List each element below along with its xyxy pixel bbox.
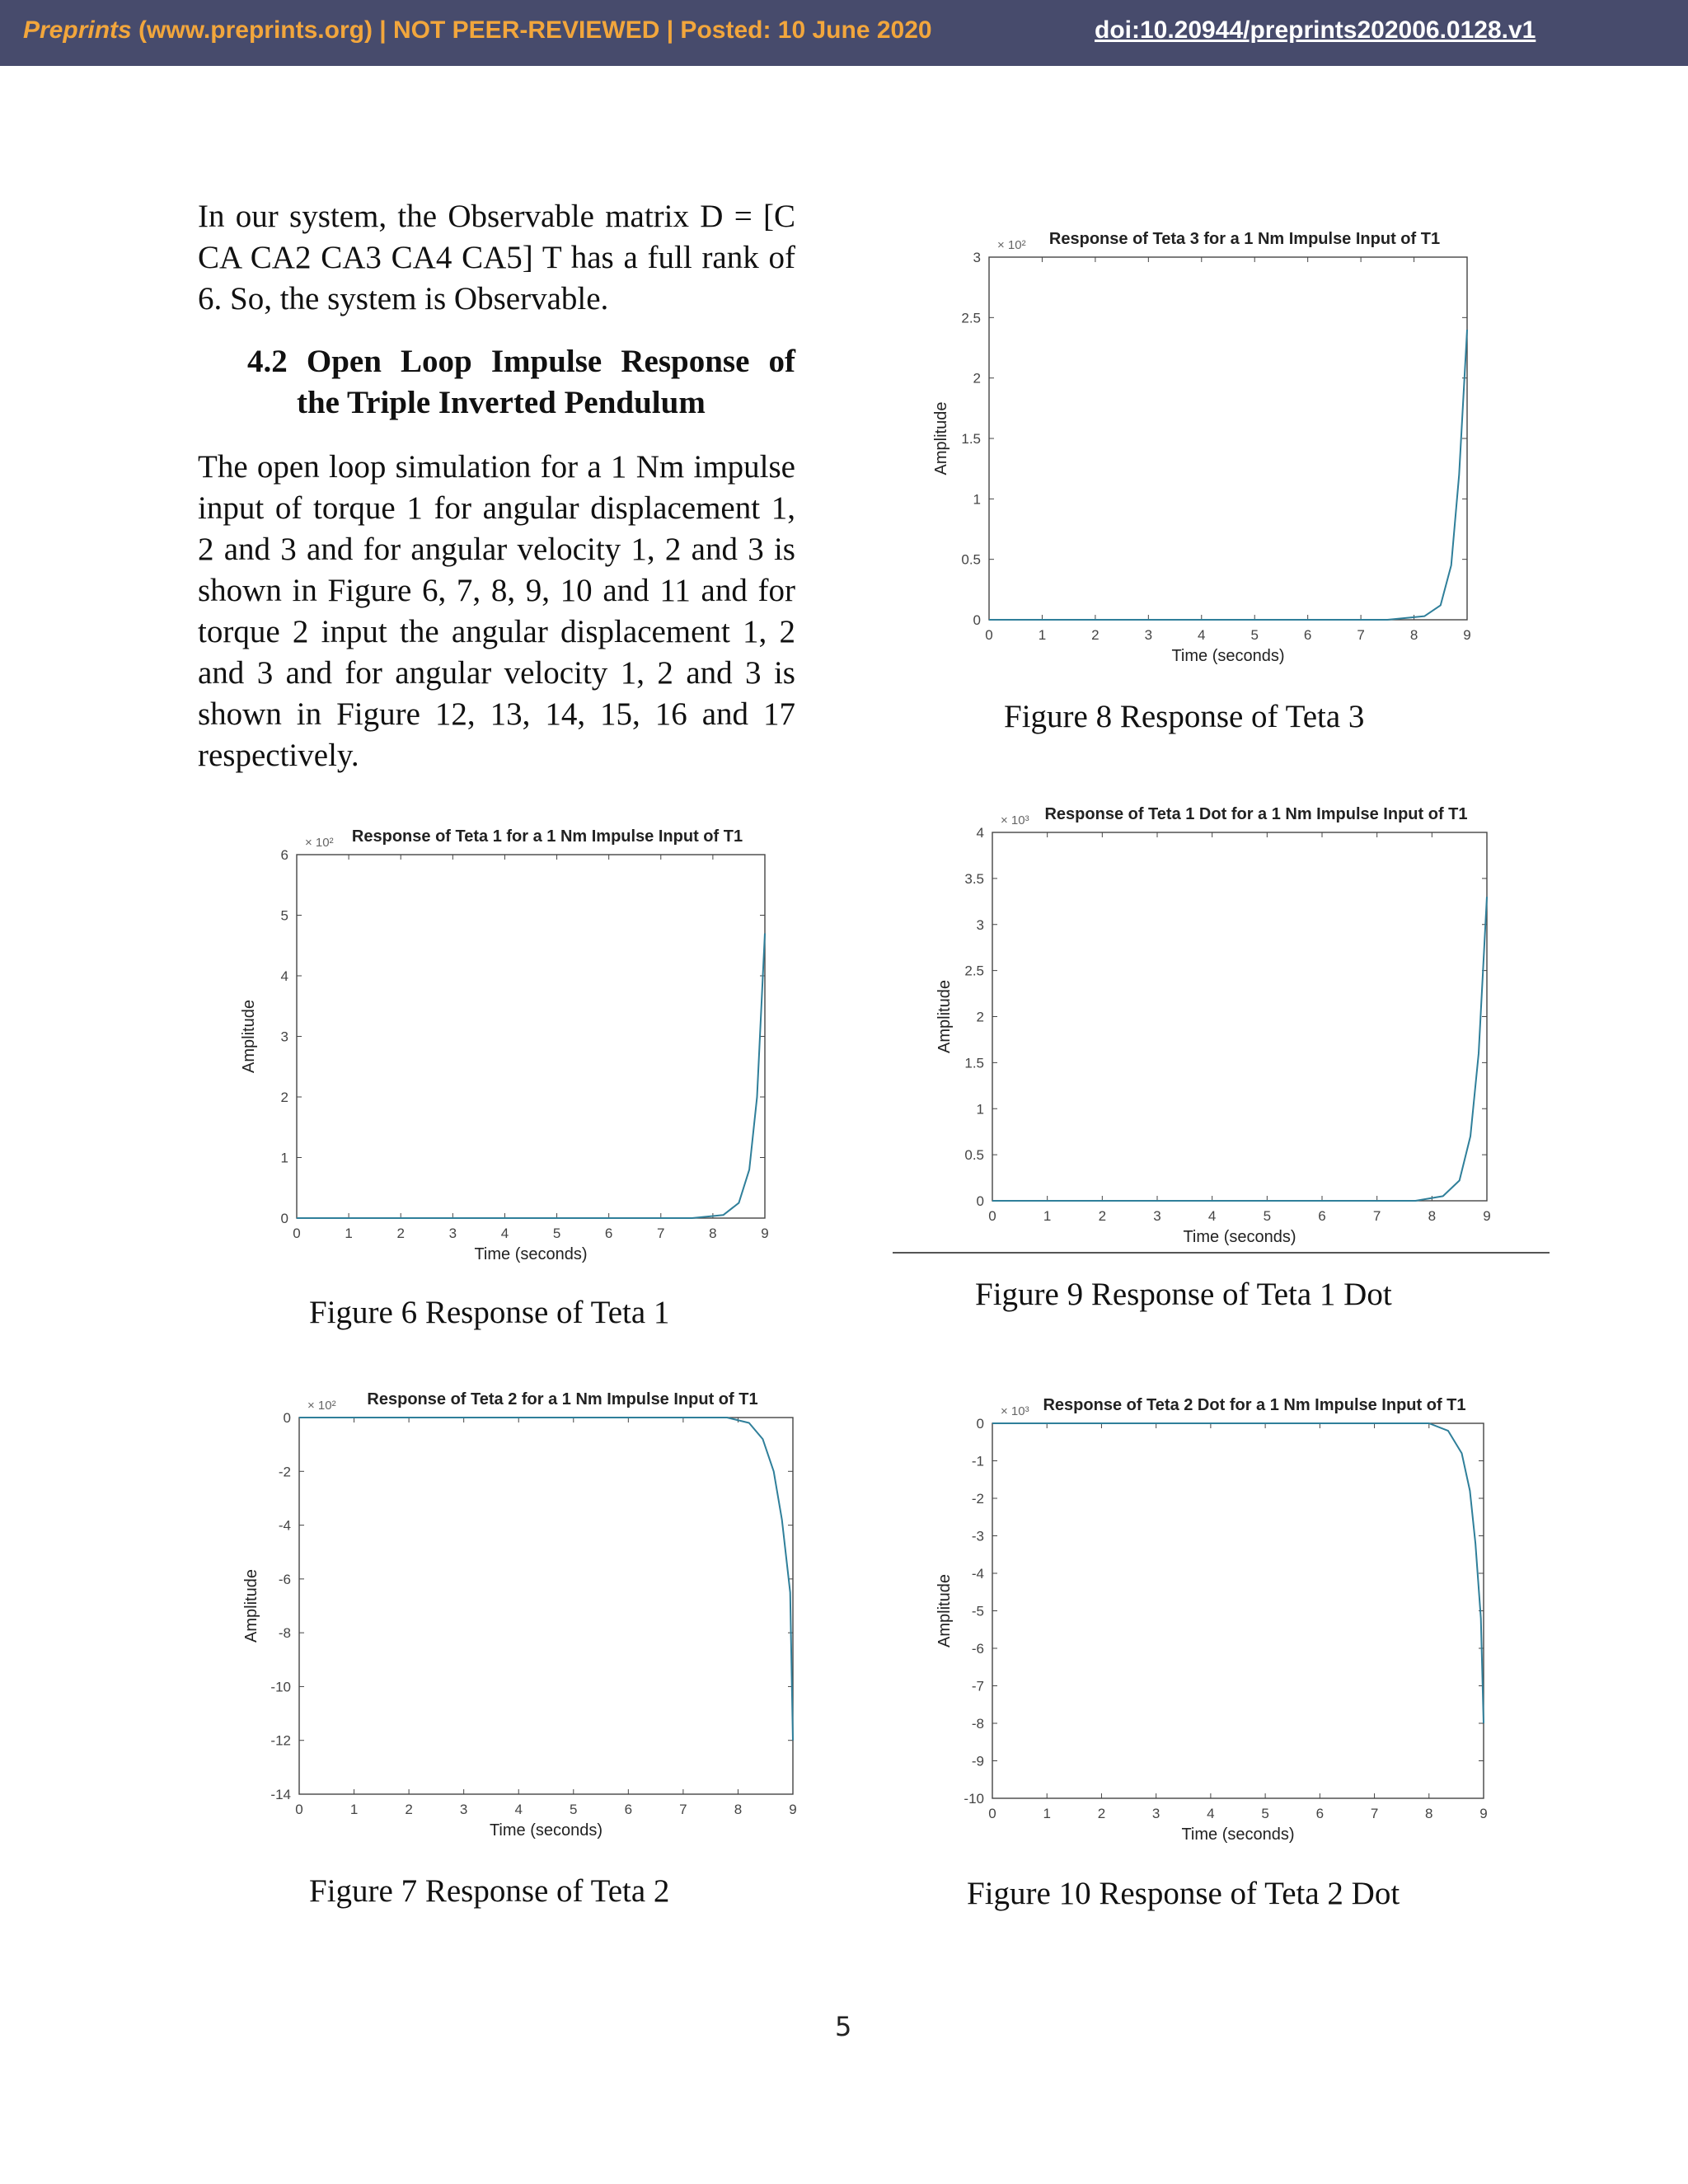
y-tick-label: 2.5 — [961, 310, 981, 326]
x-tick-label: 5 — [570, 1802, 578, 1817]
x-tick-label: 3 — [1153, 1208, 1161, 1224]
y-tick-label: 0 — [976, 1193, 984, 1209]
section-heading — [247, 341, 795, 424]
y-tick-label: 1.5 — [961, 431, 981, 447]
x-tick-label: 0 — [988, 1806, 996, 1821]
x-tick-label: 6 — [624, 1802, 633, 1817]
y-axis-label: Amplitude — [935, 980, 954, 1053]
doi-link[interactable]: doi:10.20944/preprints202006.0128.v1 — [1095, 16, 1536, 44]
x-axis-label: Time (seconds) — [1181, 1825, 1295, 1844]
horizontal-rule — [893, 1252, 1550, 1254]
y-tick-label: -9 — [971, 1753, 984, 1769]
plot-frame — [989, 257, 1467, 620]
x-tick-label: 6 — [1303, 627, 1312, 643]
y-tick-label: -3 — [971, 1528, 984, 1544]
page-number: 5 — [835, 2011, 852, 2042]
y-axis-label: Amplitude — [240, 1000, 258, 1073]
axis-exponent: × 10² — [305, 836, 334, 850]
x-tick-label: 2 — [396, 1226, 405, 1241]
x-axis-label: Time (seconds) — [1183, 1228, 1296, 1246]
x-tick-label: 7 — [1372, 1208, 1381, 1224]
plot-frame — [992, 832, 1487, 1201]
chart-title: Response of Teta 2 for a 1 Nm Impulse Input of T1 — [367, 1390, 758, 1408]
y-tick-label: 0 — [283, 1410, 291, 1426]
x-tick-label: 6 — [1318, 1208, 1326, 1224]
paragraph-observability: In our system, the Observable matrix D = [C CA CA2 CA3 CA4 CA5] T has a full rank of 6. So, the system is Observable. — [198, 199, 795, 316]
x-tick-label: 3 — [448, 1226, 457, 1241]
section-heading-line2: the Triple Inverted Pendulum — [297, 385, 706, 420]
chart-teta2 — [239, 1385, 808, 1846]
figure-8-caption: Figure 8 Response of Teta 3 — [1004, 699, 1365, 734]
y-tick-label: -6 — [971, 1641, 984, 1657]
y-tick-label: -12 — [270, 1732, 291, 1749]
x-tick-label: 9 — [1479, 1806, 1488, 1821]
y-tick-label: -2 — [971, 1491, 984, 1507]
x-axis-label: Time (seconds) — [489, 1821, 603, 1840]
y-tick-label: 1 — [973, 491, 981, 508]
figure-9-caption: Figure 9 Response of Teta 1 Dot — [975, 1277, 1392, 1312]
x-tick-label: 5 — [552, 1226, 561, 1241]
x-tick-label: 2 — [1098, 1208, 1107, 1224]
banner-brand: Preprints — [23, 16, 132, 44]
y-axis-label: Amplitude — [932, 401, 950, 476]
y-tick-label: -8 — [971, 1716, 984, 1732]
x-tick-label: 9 — [789, 1802, 797, 1817]
y-tick-label: 4 — [976, 825, 984, 841]
chart-title: Response of Teta 2 Dot for a 1 Nm Impulse Input of T1 — [1043, 1396, 1466, 1414]
y-tick-label: 4 — [280, 968, 288, 984]
figure-7-caption: Figure 7 Response of Teta 2 — [309, 1873, 670, 1909]
x-tick-label: 8 — [1428, 1208, 1437, 1224]
x-tick-label: 1 — [349, 1802, 359, 1817]
plot-frame — [299, 1418, 793, 1794]
x-tick-label: 9 — [1463, 627, 1471, 643]
x-tick-label: 8 — [734, 1802, 743, 1817]
paragraph-open-loop: The open loop simulation for a 1 Nm impulse input of torque 1 for angular displacement 1, 2 and 3 and for angular velocity 1, 2 and 3 is shown in Figure 6, 7, 8, 9, 10 and 11 and for torque 2 input the angular displacement 1, 2 and 3 and for angular velocity 1, 2 and 3 is shown in Figure 12, 13, 14, 15, 16 and 17 respectively. — [198, 449, 795, 773]
y-tick-label: 3 — [973, 250, 981, 265]
y-tick-label: 1 — [280, 1150, 288, 1166]
x-tick-label: 0 — [295, 1802, 303, 1817]
x-tick-label: 4 — [500, 1226, 509, 1241]
plot-frame — [297, 855, 765, 1218]
y-tick-label: -4 — [971, 1566, 984, 1582]
figure-10-caption: Figure 10 Response of Teta 2 Dot — [967, 1876, 1400, 1911]
x-tick-label: 1 — [1038, 627, 1047, 643]
y-tick-label: 0.5 — [961, 551, 981, 568]
x-tick-label: 0 — [988, 1208, 996, 1224]
x-tick-label: 4 — [1207, 1806, 1215, 1821]
chart-teta3 — [923, 218, 1484, 676]
x-tick-label: 6 — [1315, 1806, 1325, 1821]
x-tick-label: 8 — [1409, 627, 1418, 643]
y-tick-label: -14 — [270, 1787, 291, 1802]
y-tick-label: -7 — [971, 1678, 984, 1694]
section-heading-line1: 4.2 Open Loop Impulse Response of — [247, 344, 795, 379]
chart-teta1-dot — [923, 791, 1508, 1253]
preprint-banner — [0, 0, 1688, 66]
x-tick-label: 5 — [1261, 1806, 1269, 1821]
x-tick-label: 7 — [1370, 1806, 1379, 1821]
x-tick-label: 2 — [405, 1802, 413, 1817]
y-tick-label: 0 — [280, 1211, 288, 1226]
y-tick-label: 2 — [973, 370, 981, 387]
x-tick-label: 2 — [1091, 627, 1100, 643]
chart-title: Response of Teta 1 Dot for a 1 Nm Impulse Input of T1 — [1044, 805, 1468, 823]
y-axis-label: Amplitude — [935, 1574, 954, 1647]
x-tick-label: 3 — [1144, 627, 1153, 643]
x-tick-label: 8 — [709, 1226, 717, 1241]
banner-notice — [23, 16, 932, 45]
axis-exponent: × 10² — [997, 238, 1026, 252]
x-tick-label: 1 — [1043, 1208, 1052, 1224]
x-tick-label: 4 — [514, 1802, 523, 1817]
x-tick-label: 9 — [1483, 1208, 1491, 1224]
x-axis-label: Time (seconds) — [1171, 647, 1285, 665]
x-tick-label: 4 — [1207, 1208, 1217, 1224]
y-tick-label: 1 — [976, 1101, 984, 1118]
x-tick-label: 7 — [657, 1226, 665, 1241]
x-tick-label: 7 — [1357, 627, 1365, 643]
y-axis-label: Amplitude — [242, 1569, 260, 1643]
y-tick-label: 0 — [976, 1416, 984, 1432]
y-tick-label: 1.5 — [964, 1055, 984, 1071]
x-tick-label: 5 — [1250, 627, 1259, 643]
x-tick-label: 0 — [985, 627, 993, 643]
y-tick-label: -5 — [971, 1603, 984, 1619]
y-tick-label: 3 — [976, 916, 984, 933]
x-tick-label: 4 — [1198, 627, 1206, 643]
x-tick-label: 6 — [604, 1226, 613, 1241]
y-tick-label: -10 — [964, 1791, 984, 1807]
chart-teta1 — [239, 820, 799, 1273]
chart-title: Response of Teta 3 for a 1 Nm Impulse Input of T1 — [1048, 230, 1441, 248]
banner-site-status: (www.preprints.org) | NOT PEER-REVIEWED | Posted: 10 June 2020 — [131, 16, 932, 44]
x-tick-label: 9 — [761, 1226, 769, 1241]
y-tick-label: 0.5 — [964, 1147, 984, 1164]
x-tick-label: 7 — [679, 1802, 687, 1817]
figure-6-caption: Figure 6 Response of Teta 1 — [309, 1295, 670, 1330]
x-tick-label: 3 — [459, 1802, 468, 1817]
y-tick-label: -2 — [278, 1464, 291, 1480]
y-tick-label: -8 — [278, 1625, 291, 1642]
y-tick-label: -10 — [270, 1679, 291, 1695]
y-tick-label: 2.5 — [964, 963, 984, 979]
chart-teta2-dot — [923, 1390, 1500, 1852]
y-tick-label: -6 — [278, 1571, 291, 1587]
axis-exponent: × 10³ — [1001, 1404, 1029, 1418]
plot-frame — [992, 1423, 1484, 1798]
y-tick-label: 3.5 — [964, 870, 984, 887]
y-tick-label: -1 — [971, 1453, 984, 1469]
x-tick-label: 1 — [345, 1226, 353, 1241]
axis-exponent: × 10² — [307, 1399, 336, 1413]
x-tick-label: 0 — [293, 1226, 301, 1241]
y-tick-label: 2 — [976, 1009, 984, 1025]
x-axis-label: Time (seconds) — [474, 1245, 588, 1263]
x-tick-label: 2 — [1097, 1806, 1106, 1821]
y-tick-label: 5 — [280, 907, 288, 924]
axis-exponent: × 10³ — [1001, 813, 1029, 827]
y-tick-label: 2 — [280, 1090, 288, 1105]
y-tick-label: 6 — [280, 847, 288, 863]
x-tick-label: 5 — [1263, 1208, 1272, 1224]
x-tick-label: 1 — [1043, 1806, 1051, 1821]
chart-title: Response of Teta 1 for a 1 Nm Impulse Input of T1 — [351, 827, 743, 846]
y-tick-label: 0 — [973, 612, 981, 628]
y-tick-label: 3 — [280, 1029, 288, 1045]
x-tick-label: 8 — [1425, 1806, 1433, 1821]
x-tick-label: 3 — [1151, 1806, 1160, 1821]
y-tick-label: -4 — [278, 1517, 291, 1534]
